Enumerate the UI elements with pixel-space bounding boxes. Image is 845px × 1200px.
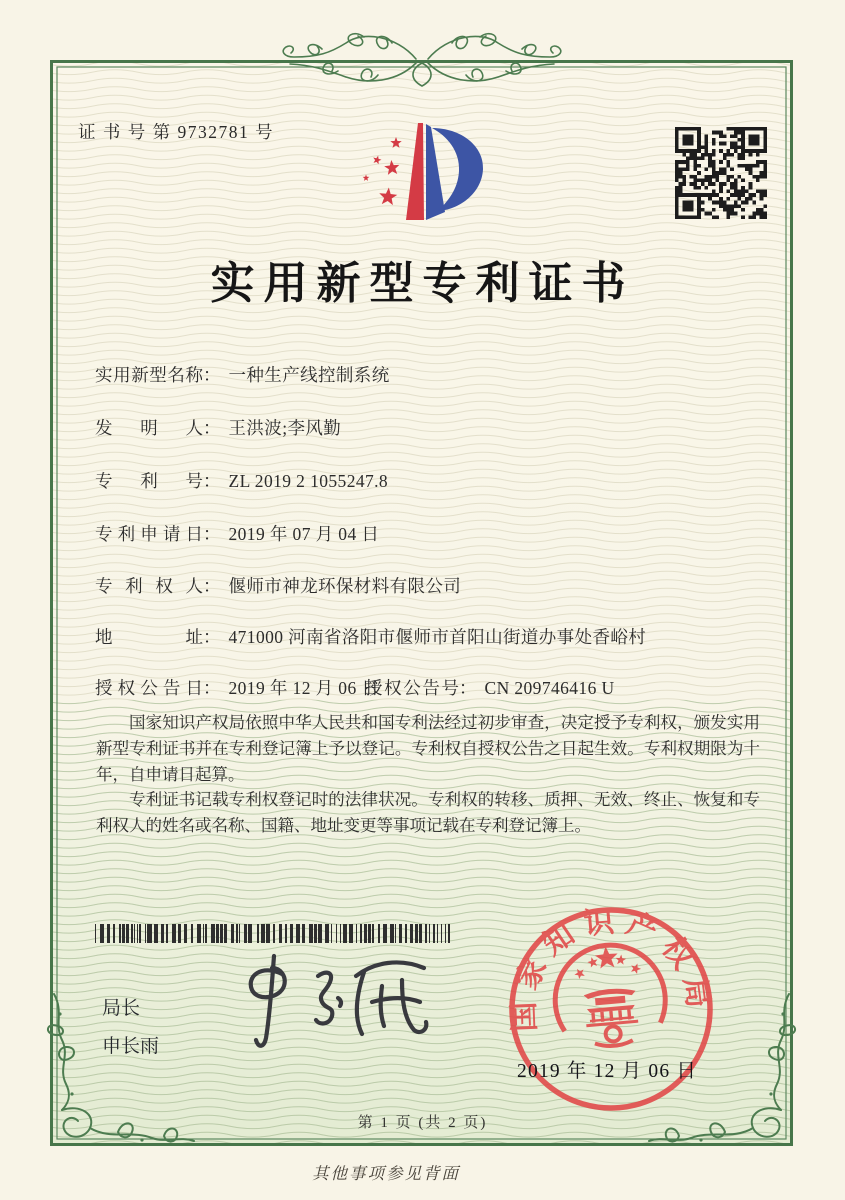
- legal-paragraph-1: 国家知识产权局依照中华人民共和国专利法经过初步审查，决定授予专利权，颁发实用新型专利证书并在专利登记簿上予以登记。专利权自授权公告之日起生效。专利权期限为十年，自申请日起算。: [96, 713, 760, 784]
- grant-seal-date: 2019 年 12 月 06 日: [517, 1061, 698, 1082]
- field-patent-number: [95, 468, 388, 493]
- logo-stars: [363, 137, 402, 205]
- field-value: 2019 年 07 月 04 日: [228, 524, 380, 544]
- field-colon: ：: [203, 365, 221, 385]
- field-value: 偃师市神龙环保材料有限公司: [228, 576, 462, 596]
- seal-agency-text: 国家知识产权局: [507, 904, 716, 1033]
- national-emblem: [551, 941, 669, 1051]
- certificate-title: 实用新型专利证书: [210, 259, 635, 308]
- field-label: 授权公告日: [95, 678, 203, 698]
- signature-icon: [222, 942, 452, 1057]
- field-utility-model-name: [95, 362, 390, 387]
- field-colon: ：: [203, 471, 221, 491]
- commissioner-role: 局长: [102, 998, 141, 1019]
- field-label: 发明人: [95, 418, 203, 438]
- certificate-number: 证 书 号 第 9732781 号: [78, 122, 275, 142]
- barcode: [95, 924, 457, 943]
- field-label: 专利申请日: [95, 524, 203, 544]
- field-colon: ：: [459, 678, 477, 698]
- field-label: 地址: [95, 627, 203, 647]
- see-reverse-note: 其他事项参见背面: [312, 1164, 460, 1183]
- field-value: ZL 2019 2 1055247.8: [228, 471, 389, 491]
- field-label: 专利号: [95, 471, 203, 491]
- page-number: 第 1 页 (共 2 页): [357, 1115, 488, 1131]
- field-colon: ：: [203, 678, 221, 698]
- field-value: 471000 河南省洛阳市偃师市首阳山街道办事处香峪村: [228, 627, 647, 647]
- field-value: 一种生产线控制系统: [228, 365, 390, 385]
- field-value: 王洪波;李风勤: [228, 418, 342, 438]
- svg-text:国家知识产权局: [503, 901, 716, 1034]
- field-label: 专利权人: [95, 576, 203, 596]
- field-grant-number: [365, 675, 615, 700]
- legal-paragraph-2: 专利证书记载专利权登记时的法律状况。专利权的转移、质押、无效、终止、恢复和专利权人的姓名或名称、国籍、地址变更等事项记载在专利登记簿上。: [96, 790, 760, 836]
- commissioner-block: [102, 990, 159, 1066]
- field-colon: ：: [203, 627, 221, 647]
- field-filing-date: [95, 521, 379, 546]
- field-colon: ：: [203, 576, 221, 596]
- field-colon: ：: [203, 524, 221, 544]
- field-patentee: [95, 573, 461, 598]
- field-inventor: [95, 415, 341, 440]
- cnipa-logo-icon: [346, 114, 496, 226]
- field-address: [95, 624, 646, 649]
- commissioner-name: 申长雨: [102, 1036, 160, 1057]
- field-colon: ：: [203, 418, 221, 438]
- field-grant-date: [95, 675, 760, 700]
- official-seal-icon: [503, 901, 719, 1117]
- field-label: 授权公告号: [365, 678, 459, 698]
- field-value: 2019 年 12 月 06 日: [228, 678, 380, 698]
- field-value: CN 209746416 U: [484, 678, 615, 698]
- field-label: 实用新型名称: [95, 365, 203, 385]
- legal-text-block: [96, 710, 760, 839]
- qr-code: [675, 127, 767, 219]
